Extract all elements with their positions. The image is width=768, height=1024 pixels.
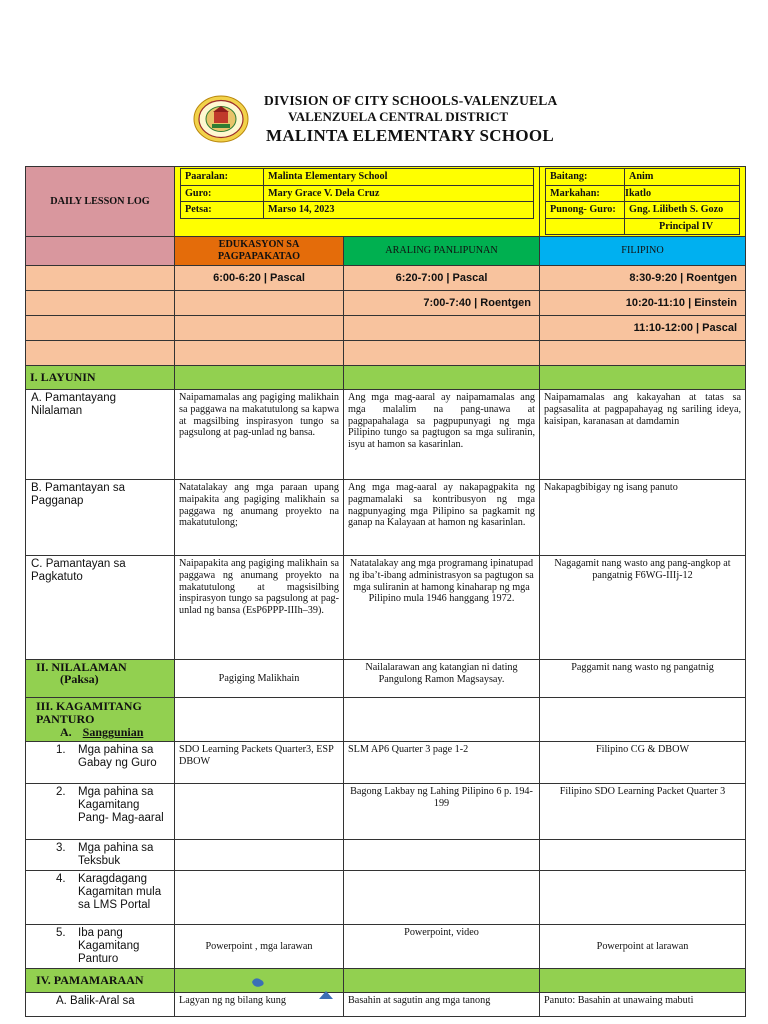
school-name: MALINTA ELEMENTARY SCHOOL (266, 126, 555, 145)
esp-cell: Powerpoint , mga larawan (175, 925, 344, 969)
kagamitan-row (26, 840, 746, 871)
filipino-cell: Filipino CG & DBOW (540, 742, 746, 784)
nilalaman-row (26, 660, 746, 698)
kagamitan-row (26, 742, 746, 784)
info-row (26, 167, 746, 237)
subject-esp: EDUKASYON SA PAGPAPAKATAO (175, 237, 344, 266)
esp-cell: Natatalakay ang mga paraan upang maipakita ang pagiging malikhain sa paggawa ng anumang proyekto na makatutulong; (175, 480, 344, 556)
markahan-label: Markahan: (546, 185, 625, 202)
layunin-row (26, 556, 746, 660)
item-number: 5. (56, 927, 66, 940)
subject-filipino: FILIPINO (540, 237, 746, 266)
ap-cell: Nailalarawan ang katangian ni dating Pangulong Ramon Magsaysay. (344, 660, 540, 698)
item-label: Mga pahina sa Kagamitang Pang- Mag-aaral (78, 786, 164, 825)
esp-cell (175, 784, 344, 840)
sanggunian-letter: A. (60, 725, 72, 740)
kagamitan-row (26, 784, 746, 840)
esp-cell: Lagyan ng ng bilang kung (175, 993, 344, 1017)
ap-cell: Bagong Lakbay ng Lahing Pilipino 6 p. 194- 199 (344, 784, 540, 840)
layunin-row (26, 480, 746, 556)
filipino-cell: Paggamit nang wasto ng pangatnig (540, 660, 746, 698)
ap-cell: Powerpoint, video (344, 925, 540, 969)
division-line: DIVISION OF CITY SCHOOLS-VALENZUELA (264, 93, 558, 108)
row-label: B. Pamantayan sa Pagganap (26, 480, 175, 556)
daily-lesson-log-table (25, 166, 746, 1017)
nilalaman-label: II. NILALAMAN (36, 660, 127, 675)
schedule-cell: 8:30-9:20 | Roentgen (540, 266, 746, 291)
markahan-value: Ikatlo (625, 185, 740, 202)
filipino-cell: Naipamamalas ang kakayahan at tatas sa pagsasalita at pagpapahayag ng sariling ideya, kaisipan, karanasan at damdamin (540, 390, 746, 480)
item-number: 4. (56, 873, 66, 886)
subject-ap: ARALING PANLIPUNAN (344, 237, 540, 266)
ap-cell: Ang mga mag-aaral ay nakapagpakita ng pagmamalaki sa kontribusyon ng mga nagpunyaging mga Pilipino sa pagkamit ng ganap na Kalayaan at hamon ng kasarinlan. (344, 480, 540, 556)
schedule-row (26, 266, 746, 291)
row-label: A. Pamantayang Nilalaman (26, 390, 175, 480)
scribble-mark-icon (250, 976, 266, 988)
item-label: Karagdagang Kagamitan mula sa LMS Portal (78, 873, 162, 912)
caret-up-icon (318, 990, 334, 1000)
schedule-cell (175, 291, 344, 316)
filipino-cell (540, 871, 746, 925)
teacher-info-cell (175, 167, 540, 237)
item-label: Mga pahina sa Teksbuk (78, 842, 154, 868)
district-line: VALENZUELA CENTRAL DISTRICT (288, 109, 509, 124)
esp-cell (175, 871, 344, 925)
baitang-value: Anim (625, 169, 740, 186)
ap-cell (344, 871, 540, 925)
guro-value: Mary Grace V. Dela Cruz (264, 185, 534, 202)
punong-title: Principal IV (625, 218, 740, 235)
schedule-cell (344, 316, 540, 341)
dll-title: DAILY LESSON LOG (26, 167, 175, 237)
filipino-cell: Powerpoint at larawan (540, 925, 746, 969)
kagamitan-row (26, 871, 746, 925)
school-header (0, 90, 768, 150)
schedule-row (26, 316, 746, 341)
kagamitan-row (26, 925, 746, 969)
ap-cell: SLM AP6 Quarter 3 page 1-2 (344, 742, 540, 784)
section-layunin: I. LAYUNIN (26, 366, 175, 390)
baitang-label: Baitang: (546, 169, 625, 186)
schedule-cell (175, 316, 344, 341)
schedule-cell: 10:20-11:10 | Einstein (540, 291, 746, 316)
schedule-cell: 6:00-6:20 | Pascal (175, 266, 344, 291)
grade-info-cell (540, 167, 746, 237)
ap-cell: Basahin at sagutin ang mga tanong (344, 993, 540, 1017)
section-nilalaman (26, 660, 175, 698)
guro-label: Guro: (181, 185, 264, 202)
paaralan-value: Malinta Elementary School (264, 169, 534, 186)
filipino-cell: Filipino SDO Learning Packet Quarter 3 (540, 784, 746, 840)
section-row-pamamaraan (26, 969, 746, 993)
esp-cell: Naipamamalas ang pagiging malikhain sa paggawa na makatutulong sa kapwa at magsilbing inspirasyon tungo sa pagsulong at pag-unlad ng bansa. (175, 390, 344, 480)
sanggunian-label: Sanggunian (82, 725, 144, 740)
ap-cell: Natatalakay ang mga programang ipinatupad ng iba’t-ibang administrasyon sa pagtugon sa mga suliranin at hamong kinaharap ng mga Pilipino mula 1946 hanggang 1972. (344, 556, 540, 660)
schedule-cell: 7:00-7:40 | Roentgen (344, 291, 540, 316)
row-label: A. Balik-Aral sa (26, 993, 175, 1017)
esp-cell: Pagiging Malikhain (175, 660, 344, 698)
item-number: 1. (56, 744, 66, 757)
row-label (26, 871, 175, 925)
subject-row (26, 237, 746, 266)
school-seal-icon (193, 95, 249, 143)
row-label (26, 784, 175, 840)
nilalaman-sublabel: (Paksa) (60, 671, 99, 686)
filipino-cell: Panuto: Basahin at unawaing mabuti (540, 993, 746, 1017)
item-label: Iba pang Kagamitang Panturo (78, 927, 140, 966)
schedule-row (26, 291, 746, 316)
item-number: 2. (56, 786, 66, 799)
row-label (26, 840, 175, 871)
filipino-cell (540, 840, 746, 871)
punong-value: Gng. Lilibeth S. Gozo (625, 202, 740, 219)
schedule-cell: 11:10-12:00 | Pascal (540, 316, 746, 341)
layunin-row (26, 390, 746, 480)
esp-cell (175, 840, 344, 871)
schedule-cell: 6:20-7:00 | Pascal (344, 266, 540, 291)
paaralan-label: Paaralan: (181, 169, 264, 186)
esp-cell: Naipapakita ang pagiging malikhain sa paggawa ng anumang proyekto na makatutulong at magsisilbing inspirasyon tungo sa pagsulong at pag-unlad ng bansa (EsP6PPP-IIIh–39). (175, 556, 344, 660)
section-kagamitan (26, 698, 175, 742)
section-row-layunin (26, 366, 746, 390)
petsa-label: Petsa: (181, 202, 264, 219)
punong-label: Punong- Guro: (546, 202, 625, 219)
row-label (26, 742, 175, 784)
petsa-value: Marso 14, 2023 (264, 202, 534, 219)
row-label (26, 925, 175, 969)
pamamaraan-row (26, 993, 746, 1017)
ap-cell (344, 840, 540, 871)
filipino-cell: Nagagamit nang wasto ang pang-angkop at pangatnig F6WG-IIIj-12 (540, 556, 746, 660)
section-pamamaraan: IV. PAMAMARAAN (26, 969, 175, 993)
filipino-cell: Nakapagbibigay ng isang panuto (540, 480, 746, 556)
esp-cell: SDO Learning Packets Quarter3, ESP DBOW (175, 742, 344, 784)
schedule-row (26, 341, 746, 366)
item-label: Mga pahina sa Gabay ng Guro (78, 744, 157, 770)
ap-cell: Ang mga mag-aaral ay naipamamalas ang mga malalim na pang-unawa at pagpapahalaga sa pagpupunyagi ng mga Pilipino tungo sa pagtugon sa mga suliranin, isyu at hamon sa kasarinlan. (344, 390, 540, 480)
kagamitan-label: III. KAGAMITANG PANTURO (36, 699, 142, 727)
kagamitan-section-row (26, 698, 746, 742)
item-number: 3. (56, 842, 66, 855)
row-label: C. Pamantayan sa Pagkatuto (26, 556, 175, 660)
